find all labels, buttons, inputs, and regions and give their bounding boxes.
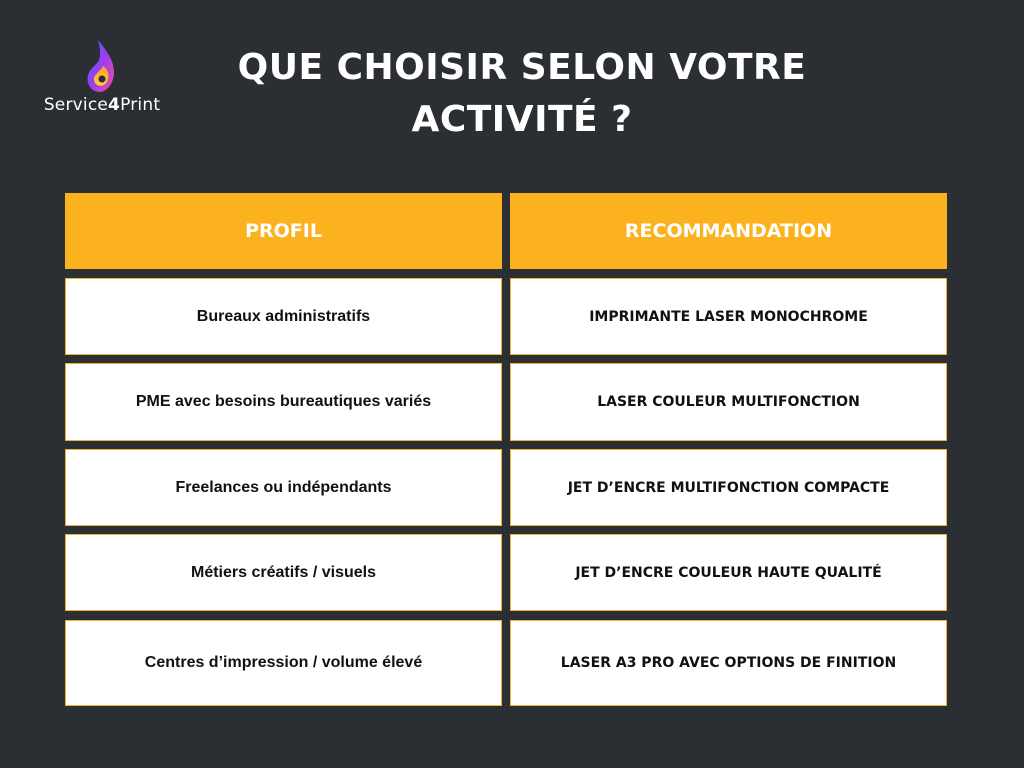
profile-cell: Freelances ou indépendants <box>65 449 502 526</box>
recommendation-cell: IMPRIMANTE LASER MONOCHROME <box>510 278 947 355</box>
recommendation-cell: JET D’ENCRE COULEUR HAUTE QUALITÉ <box>510 534 947 611</box>
brand-name: Service4Print <box>43 95 161 115</box>
header-recommandation: RECOMMANDATION <box>510 193 947 269</box>
profile-cell: PME avec besoins bureautiques variés <box>65 363 502 441</box>
profile-cell: Métiers créatifs / visuels <box>65 534 502 611</box>
recommendation-cell: LASER COULEUR MULTIFONCTION <box>510 363 947 441</box>
page-title <box>212 42 832 146</box>
recommendation-cell: LASER A3 PRO AVEC OPTIONS DE FINITION <box>510 620 947 706</box>
recommendation-cell: JET D’ENCRE MULTIFONCTION COMPACTE <box>510 449 947 526</box>
title-line-2: ACTIVITÉ ? <box>411 99 633 140</box>
title-line-1: QUE CHOISIR SELON VOTRE <box>237 47 807 88</box>
profile-cell: Centres d’impression / volume élevé <box>65 620 502 706</box>
profile-cell: Bureaux administratifs <box>65 278 502 355</box>
header-profil: PROFIL <box>65 193 502 269</box>
brand-logo <box>32 38 172 118</box>
flame-drop-icon <box>84 38 120 94</box>
